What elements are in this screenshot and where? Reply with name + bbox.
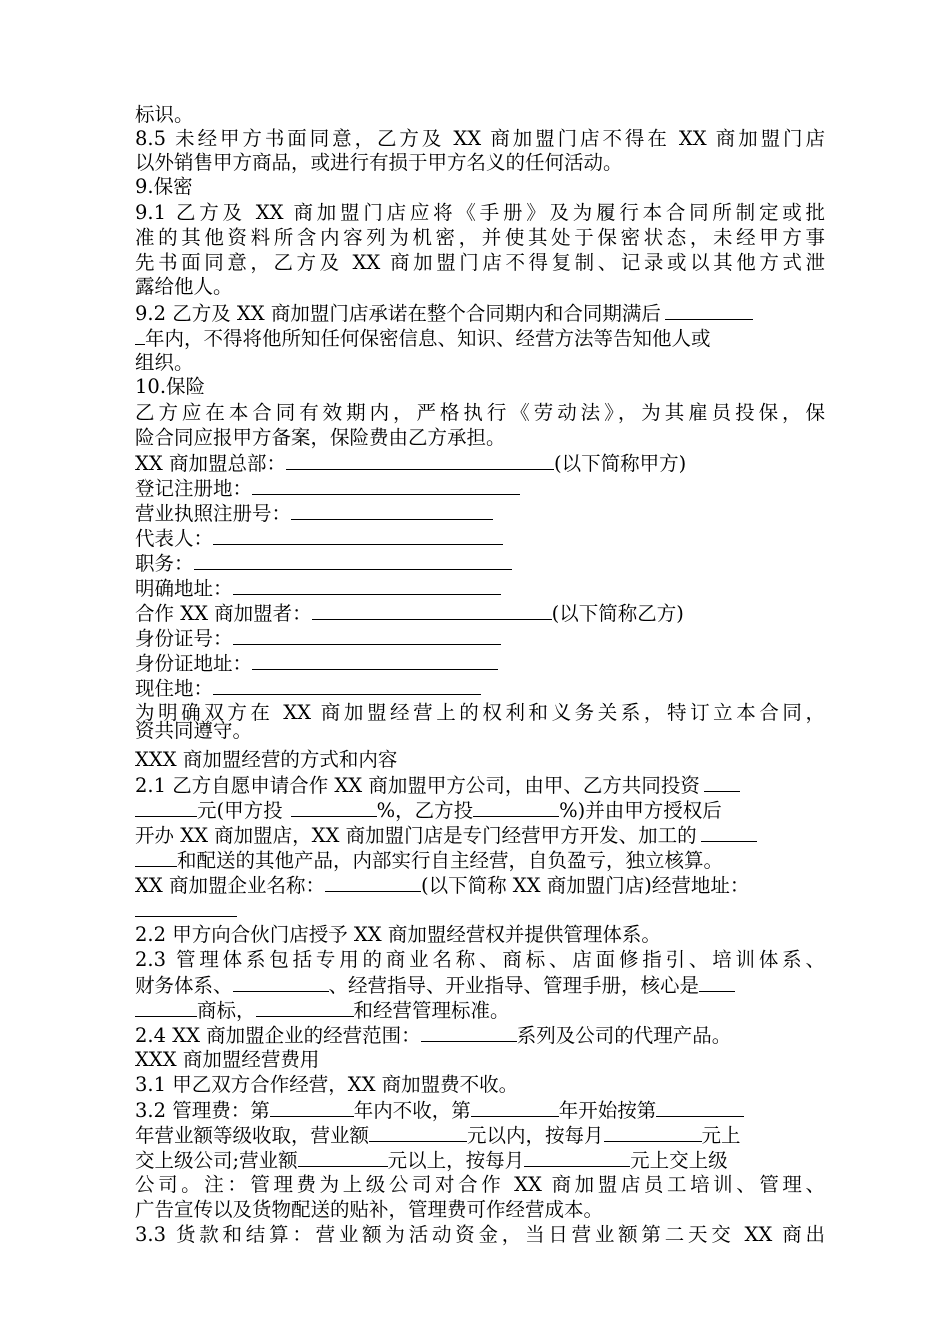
blank-field — [286, 451, 554, 470]
form-line-partner: 合作 XX 商加盟者： (以下简称乙方) — [135, 602, 684, 625]
form-line-hq: XX 商加盟总部： (以下简称甲方) — [135, 452, 687, 475]
blank-field — [135, 998, 197, 1017]
blank-field — [665, 301, 753, 320]
form-line: 营业执照注册号： — [135, 501, 825, 525]
blank-field — [325, 873, 421, 892]
text-line: 广告宣传以及货物配送的贴补，管理费可作经营成本。 — [135, 1198, 604, 1221]
text-line: 开办 XX 商加盟店，XX 商加盟门店是专门经营甲方开发、加工的 — [135, 823, 825, 847]
section-heading: XXX 商加盟经营费用 — [135, 1048, 320, 1071]
form-line: 明确地址： — [135, 576, 825, 600]
blank-field — [471, 1098, 559, 1117]
text-line: 8.5 未经甲方书面同意，乙方及 XX 商加盟门店不得在 XX 商加盟门店 — [135, 127, 825, 150]
blank-field — [233, 626, 501, 645]
blank-field — [213, 526, 503, 545]
text-line: 乙方应在本合同有效期内，严格执行《劳动法》，为其雇员投保，保 — [135, 401, 825, 424]
blank-field — [656, 1098, 744, 1117]
blank-field — [270, 1098, 354, 1117]
form-line: 登记注册地： — [135, 476, 825, 500]
blank-line — [135, 898, 825, 922]
text-line: 以外销售甲方商品，或进行有损于甲方名义的任何活动。 — [135, 151, 623, 174]
form-line: 身份证地址： — [135, 651, 825, 675]
blank-field — [135, 898, 237, 917]
text-line: 3.2 管理费：第 年内不收，第 年开始按第 — [135, 1098, 825, 1122]
blank-field — [701, 823, 757, 842]
text-line: 3.1 甲乙双方合作经营，XX 商加盟费不收。 — [135, 1073, 519, 1096]
blank-field — [369, 1123, 467, 1142]
text-line: 3.3 货款和结算：营业额为活动资金，当日营业额第二天交 XX 商出 — [135, 1223, 825, 1246]
section-heading: XXX 商加盟经营的方式和内容 — [135, 748, 398, 771]
text-line: 2.4 XX 商加盟企业的经营范围： 系列及公司的代理产品。 — [135, 1024, 732, 1047]
text-line: 和配送的其他产品，内部实行自主经营，自负盈亏，独立核算。 — [135, 848, 825, 872]
form-line: 现住地： — [135, 676, 825, 700]
form-line: 代表人： — [135, 526, 825, 550]
blank-field — [135, 326, 145, 345]
text-line: 年内，不得将他所知任何保密信息、知识、经营方法等告知他人或 — [135, 326, 825, 350]
text-line: 2.2 甲方向合伙门店授予 XX 商加盟经营权并提供管理体系。 — [135, 923, 661, 946]
form-line: 职务： — [135, 551, 825, 575]
text-line: 9.2 乙方及 XX 商加盟门店承诺在整个合同期内和合同期满后 — [135, 301, 825, 325]
blank-field — [233, 576, 501, 595]
blank-field — [291, 798, 377, 817]
text-line: 元(甲方投 %，乙方投 %)并由甲方授权后 — [135, 798, 825, 822]
form-line: 身份证号： — [135, 626, 825, 650]
blank-field — [604, 1123, 702, 1142]
section-heading: 10.保险 — [135, 375, 206, 398]
text-line: 标识。 — [135, 103, 194, 126]
text-line: 险合同应报甲方备案，保险费由乙方承担。 — [135, 426, 506, 449]
text-line: 准的其他资料所含内容列为机密，并使其处于保密状态，未经甲方事 — [135, 226, 825, 249]
blank-field — [291, 501, 493, 520]
text-line: 2.3 管理体系包括专用的商业名称、商标、店面修指引、培训体系、 — [135, 948, 825, 971]
text-line: 资共同遵守。 — [135, 719, 253, 742]
text-line: 交上级公司;营业额 元以上，按每月 元上交上级 — [135, 1149, 728, 1172]
blank-field — [135, 848, 177, 867]
blank-field — [213, 676, 481, 695]
text-line: 2.1 乙方自愿申请合作 XX 商加盟甲方公司，由甲、乙方共同投资 — [135, 773, 825, 797]
blank-field — [312, 601, 552, 620]
blank-field — [524, 1148, 630, 1167]
blank-field — [135, 798, 197, 817]
text-line: 先书面同意，乙方及 XX 商加盟门店不得复制、记录或以其他方式泄 — [135, 251, 825, 274]
blank-field — [252, 651, 498, 670]
blank-field — [233, 973, 329, 992]
blank-field — [298, 1148, 388, 1167]
blank-field — [194, 551, 512, 570]
blank-field — [704, 773, 740, 792]
text-line: 年营业额等级收取，营业额 元以内，按每月 元上 — [135, 1124, 741, 1147]
blank-field — [256, 998, 354, 1017]
text-line: 露给他人。 — [135, 275, 233, 298]
text-line: 9.1 乙方及 XX 商加盟门店应将《手册》及为履行本合同所制定或批 — [135, 201, 825, 224]
section-heading: 9.保密 — [135, 175, 193, 198]
blank-field — [421, 1023, 517, 1042]
text-line: 财务体系、 、经营指导、开业指导、管理手册，核心是 — [135, 973, 825, 997]
blank-field — [473, 798, 559, 817]
text-line: 为明确双方在 XX 商加盟经营上的权利和义务关系，特订立本合同， — [135, 701, 825, 724]
blank-field — [699, 973, 735, 992]
text-line: 组织。 — [135, 351, 194, 374]
text-line: XX 商加盟企业名称： (以下简称 XX 商加盟门店)经营地址： — [135, 874, 750, 897]
text-line: 公司。注：管理费为上级公司对合作 XX 商加盟店员工培训、管理、 — [135, 1173, 825, 1196]
text-line: 商标， 和经营管理标准。 — [135, 998, 825, 1022]
blank-field — [252, 476, 520, 495]
